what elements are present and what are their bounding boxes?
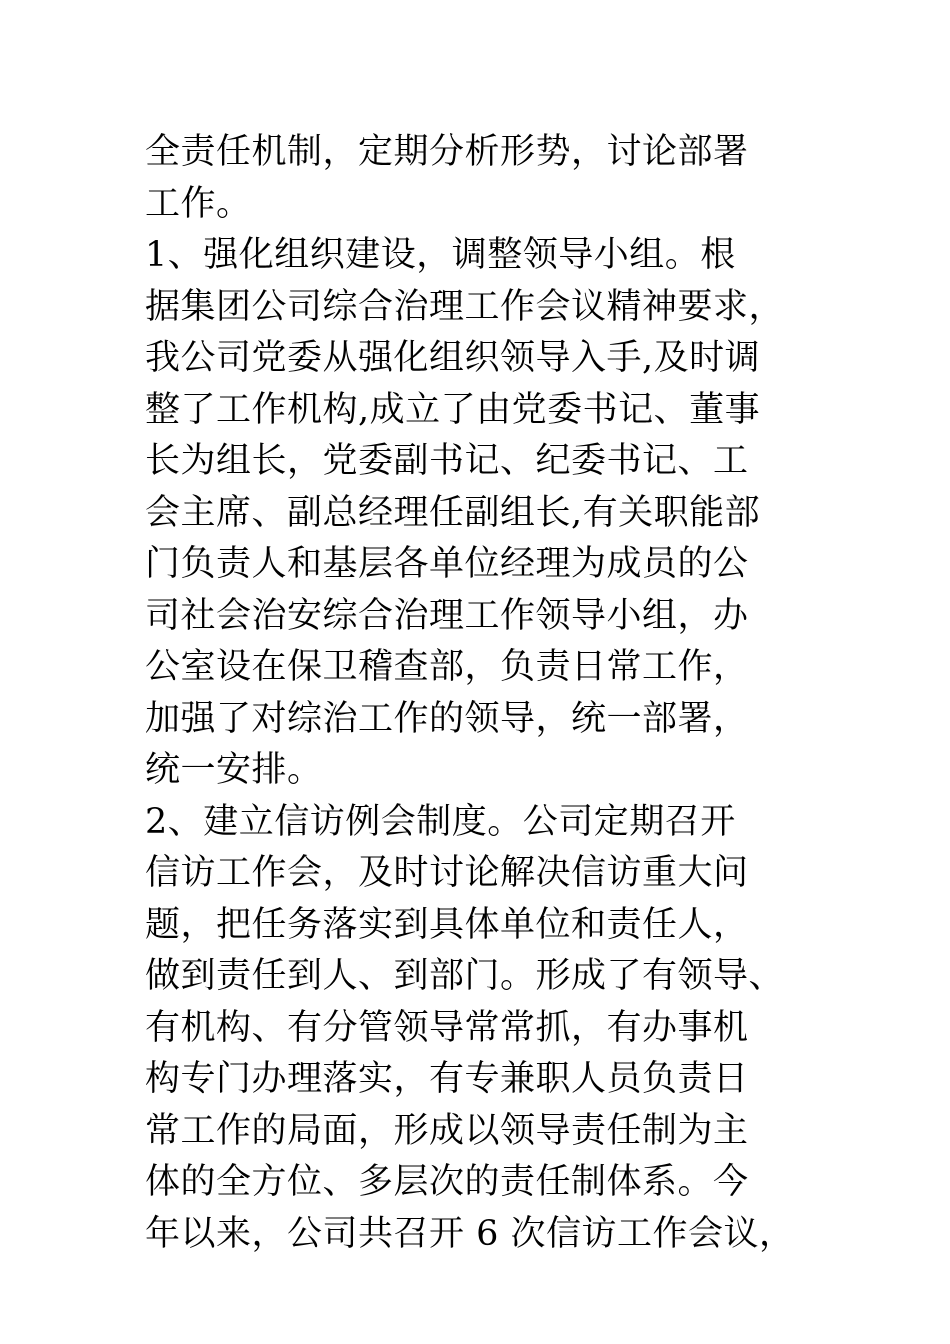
text-line: 据集团公司综合治理工作会议精神要求， xyxy=(145,286,785,327)
text-line: 构专门办理落实，有专兼职人员负责日 xyxy=(145,1059,749,1099)
text-line: 常工作的局面，形成以领导责任制为主 xyxy=(145,1110,749,1151)
text-line: 有机构、有分管领导常常抓，有办事机 xyxy=(145,1007,749,1048)
text-line: 加强了对综治工作的领导，统一部署， xyxy=(145,698,749,739)
text-line: 公室设在保卫稽查部，负责日常工作， xyxy=(145,647,749,687)
text-line: 门负责人和基层各单位经理为成员的公 xyxy=(145,544,749,584)
text-line: 题，把任务落实到具体单位和责任人， xyxy=(145,904,749,945)
text-line: 长为组长，党委副书记、纪委书记、工 xyxy=(145,441,749,481)
text-line: 2、建立信访例会制度。公司定期召开 xyxy=(145,801,736,842)
text-line: 体的全方位、多层次的责任制体系。今 xyxy=(145,1162,749,1202)
text-line: 统一安排。 xyxy=(145,750,323,790)
text-line: 信访工作会，及时讨论解决信访重大问 xyxy=(145,853,749,893)
text-line: 做到责任到人、到部门。形成了有领导、 xyxy=(145,956,785,996)
text-line: 司社会治安综合治理工作领导小组，办 xyxy=(145,595,749,636)
text-line: 会主席、副总经理任副组长,有关职能部 xyxy=(145,492,761,533)
text-line: 我公司党委从强化组织领导入手,及时调 xyxy=(145,338,761,378)
document-body-text xyxy=(145,127,845,1260)
text-line: 年以来，公司共召开 6 次信访工作会议， xyxy=(145,1213,795,1254)
text-line: 全责任机制，定期分析形势，讨论部署 xyxy=(145,132,749,172)
text-line: 1、强化组织建设，调整领导小组。根 xyxy=(145,235,736,275)
text-line: 工作。 xyxy=(145,183,252,224)
text-line: 整了工作机构,成立了由党委书记、董事 xyxy=(145,389,761,430)
